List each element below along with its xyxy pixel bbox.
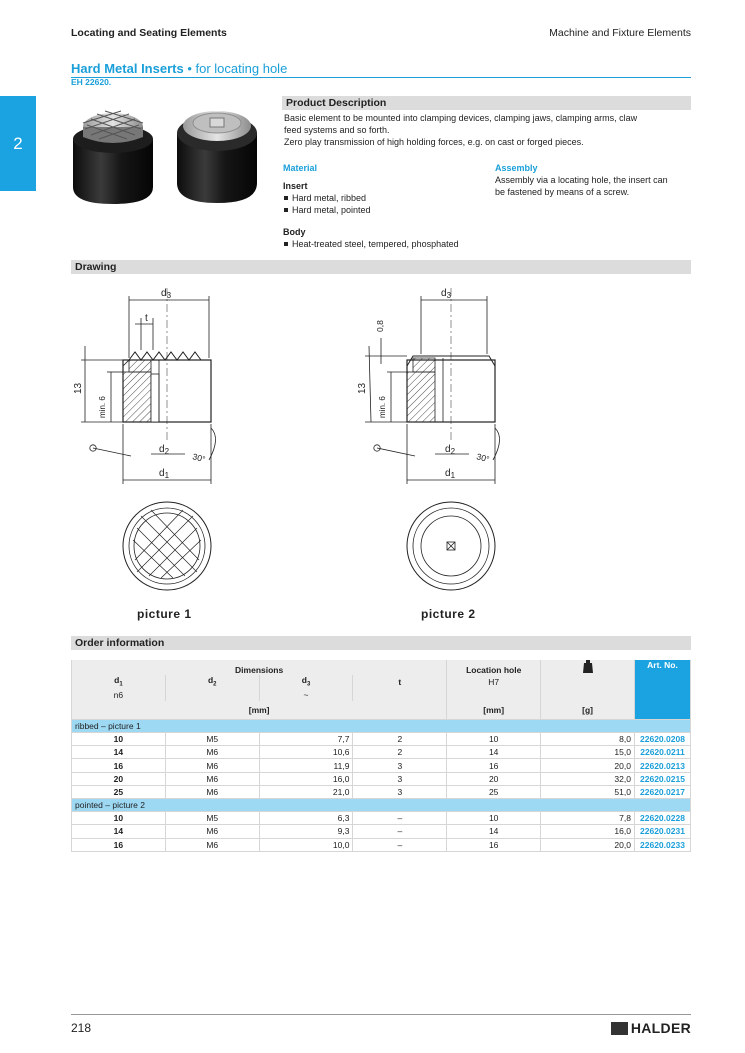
assembly-heading: Assembly [495, 163, 538, 173]
cell-d2: M5 [165, 733, 259, 746]
weight-header-spacer [541, 675, 635, 688]
cell-weight: 16,0 [541, 825, 635, 838]
table-header-row [72, 660, 691, 675]
page-title [71, 61, 691, 78]
table-row [72, 733, 691, 746]
product-code: EH 22620. [71, 77, 112, 87]
assembly-line: be fastened by means of a screw. [495, 187, 630, 197]
cell-t: 3 [353, 772, 447, 785]
chapter-number: 2 [13, 133, 23, 153]
col-d1-tolerance: n6 [72, 688, 166, 701]
cell-t: 2 [353, 733, 447, 746]
cell-location-hole: 25 [447, 785, 541, 798]
table-header-row [72, 675, 691, 688]
order-information-heading: Order information [71, 636, 691, 650]
description-line: Basic element to be mounted into clamping devices, clamping jaws, clamping arms, claw [284, 113, 638, 123]
cell-weight: 7,8 [541, 812, 635, 825]
cell-d2: M6 [165, 785, 259, 798]
group-row-pointed [72, 799, 691, 812]
table-row [72, 812, 691, 825]
dim-13-label: 13 [357, 382, 368, 394]
cell-art-no[interactable]: 22620.0233 [634, 838, 690, 851]
title-main: Hard Metal Inserts [71, 61, 184, 76]
cell-t: 3 [353, 785, 447, 798]
cell-d1: 16 [72, 759, 166, 772]
material-section [283, 162, 483, 250]
group-row-ribbed [72, 719, 691, 732]
table-units-row [72, 701, 691, 719]
location-hole-tolerance: H7 [447, 675, 541, 688]
cell-t: 3 [353, 759, 447, 772]
col-d3-header: $d_3$ [259, 675, 353, 688]
cell-weight: 20,0 [541, 759, 635, 772]
product-photo [71, 101, 276, 205]
header-spacer [447, 688, 541, 701]
cell-location-hole: 14 [447, 746, 541, 759]
weight-icon [541, 660, 635, 675]
brand-logo [611, 1020, 691, 1036]
cell-art-no[interactable]: 22620.0211 [634, 746, 690, 759]
cell-weight: 32,0 [541, 772, 635, 785]
title-bullet: • [187, 61, 192, 76]
cell-art-no[interactable]: 22620.0213 [634, 759, 690, 772]
cell-location-hole: 14 [447, 825, 541, 838]
col-t-header: t [353, 675, 447, 688]
cell-art-no[interactable]: 22620.0215 [634, 772, 690, 785]
product-description-text [282, 112, 691, 148]
dim-angle-label: 30° [475, 451, 491, 465]
title-suffix: for locating hole [195, 61, 288, 76]
material-heading: Material [283, 163, 318, 173]
group-label: ribbed – picture 1 [72, 719, 691, 732]
cell-d2: M6 [165, 838, 259, 851]
dim-t-label: t [145, 313, 148, 324]
dim-min6-label: min. 6 [98, 396, 107, 418]
picture-2-caption: picture 2 [421, 607, 476, 621]
cell-d2: M6 [165, 825, 259, 838]
page-number: 218 [71, 1021, 92, 1035]
cell-weight: 15,0 [541, 746, 635, 759]
group-label: pointed – picture 2 [72, 799, 691, 812]
dim-d3-label: $d_3$ [161, 288, 172, 300]
body-heading: Body [283, 227, 306, 237]
cell-d2: M5 [165, 812, 259, 825]
header-catalog-title: Machine and Fixture Elements [549, 27, 691, 39]
footer-divider [71, 1014, 691, 1015]
product-description-heading: Product Description [282, 96, 691, 110]
dim-angle-label: 30° [191, 451, 207, 465]
dim-d1-label: $d_1$ [445, 468, 456, 480]
table-header-row [72, 688, 691, 701]
table-row [72, 746, 691, 759]
dim-d3-label: $d_3$ [441, 288, 452, 300]
cell-art-no[interactable]: 22620.0231 [634, 825, 690, 838]
cell-d2: M6 [165, 746, 259, 759]
table-row [72, 759, 691, 772]
dim-min6-label: min. 6 [378, 396, 387, 418]
description-line: feed systems and so forth. [284, 125, 390, 135]
cell-d3: 21,0 [259, 785, 353, 798]
cell-t: – [353, 825, 447, 838]
header-spacer [165, 688, 259, 701]
assembly-section [495, 162, 691, 198]
technical-drawing [71, 278, 691, 628]
dim-d1-label: $d_1$ [159, 468, 170, 480]
cell-art-no[interactable]: 22620.0208 [634, 733, 690, 746]
cell-d3: 7,7 [259, 733, 353, 746]
chapter-tab[interactable] [0, 96, 36, 191]
cell-t: – [353, 838, 447, 851]
cell-location-hole: 16 [447, 759, 541, 772]
cell-d3: 11,9 [259, 759, 353, 772]
drawing-heading: Drawing [71, 260, 691, 274]
description-line: Zero play transmission of high holding forces, e.g. on cast or forged pieces. [284, 137, 584, 147]
cell-art-no[interactable]: 22620.0217 [634, 785, 690, 798]
cell-d2: M6 [165, 772, 259, 785]
header-spacer [353, 688, 447, 701]
cell-d1: 14 [72, 746, 166, 759]
cell-d3: 9,3 [259, 825, 353, 838]
header-section-title: Locating and Seating Elements [71, 27, 227, 39]
cell-art-no[interactable]: 22620.0228 [634, 812, 690, 825]
cell-d3: 6,3 [259, 812, 353, 825]
body-item: Heat-treated steel, tempered, phosphated [283, 238, 483, 250]
cell-d1: 10 [72, 812, 166, 825]
cell-weight: 20,0 [541, 838, 635, 851]
insert-item: Hard metal, ribbed [283, 192, 483, 204]
cell-weight: 8,0 [541, 733, 635, 746]
cell-d1: 25 [72, 785, 166, 798]
location-hole-unit: [mm] [447, 701, 541, 719]
cell-t: 2 [353, 746, 447, 759]
table-row [72, 838, 691, 851]
dim-d2-label: $d_2$ [159, 444, 170, 456]
cell-d1: 10 [72, 733, 166, 746]
dim-08-label: 0,8 [375, 320, 385, 332]
assembly-line: Assembly via a locating hole, the insert can [495, 175, 668, 185]
cell-d1: 14 [72, 825, 166, 838]
brand-name: HALDER [630, 1020, 691, 1036]
cell-d3: 16,0 [259, 772, 353, 785]
dimensions-unit: [mm] [72, 701, 447, 719]
col-d3-tolerance: ~ [259, 688, 353, 701]
col-d1-header: $d_1$ [72, 675, 166, 688]
cell-d3: 10,6 [259, 746, 353, 759]
table-row [72, 785, 691, 798]
cell-location-hole: 10 [447, 733, 541, 746]
cell-t: – [353, 812, 447, 825]
dim-13-label: 13 [73, 382, 84, 394]
cell-weight: 51,0 [541, 785, 635, 798]
location-hole-header: Location hole [447, 660, 541, 675]
product-description [282, 96, 691, 148]
weight-unit: [g] [541, 701, 635, 719]
picture-1-caption: picture 1 [137, 607, 192, 621]
cell-d1: 16 [72, 838, 166, 851]
brand-logo-icon [611, 1022, 628, 1035]
header-spacer [541, 688, 635, 701]
art-no-header: Art. No. [634, 660, 690, 719]
cell-location-hole: 16 [447, 838, 541, 851]
dim-d2-label: $d_2$ [445, 444, 456, 456]
insert-item: Hard metal, pointed [283, 204, 483, 216]
table-row [72, 825, 691, 838]
col-d2-header: $d_2$ [165, 675, 259, 688]
insert-heading: Insert [283, 181, 308, 191]
table-row [72, 772, 691, 785]
cell-location-hole: 10 [447, 812, 541, 825]
cell-d2: M6 [165, 759, 259, 772]
cell-d3: 10,0 [259, 838, 353, 851]
order-table [71, 660, 691, 852]
cell-d1: 20 [72, 772, 166, 785]
dimensions-header: Dimensions [72, 660, 447, 675]
cell-location-hole: 20 [447, 772, 541, 785]
